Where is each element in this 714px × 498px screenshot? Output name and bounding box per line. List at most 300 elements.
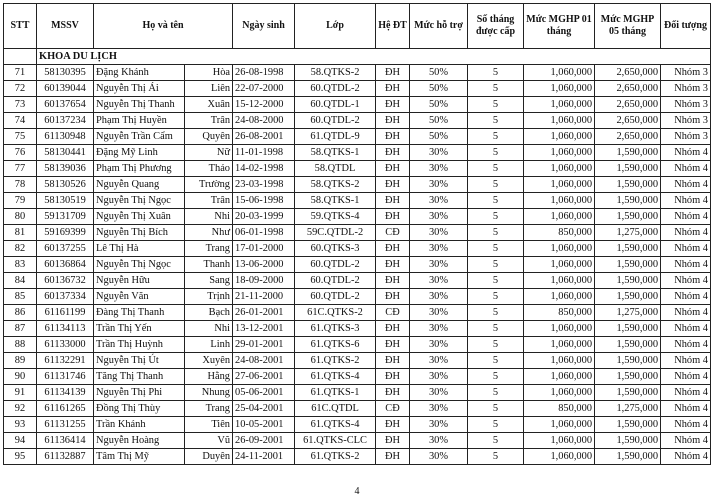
cell-support: 30% bbox=[410, 273, 468, 289]
cell-given: Thanh bbox=[185, 257, 233, 273]
table-row bbox=[4, 209, 711, 225]
cell-fee5: 1,590,000 bbox=[595, 369, 661, 385]
table-row bbox=[4, 129, 711, 145]
cell-support: 30% bbox=[410, 321, 468, 337]
cell-stt: 86 bbox=[4, 305, 37, 321]
cell-given: Quyên bbox=[185, 129, 233, 145]
header-group: Đối tượng bbox=[661, 4, 711, 49]
header-months: Số tháng được cấp bbox=[468, 4, 524, 49]
cell-mssv: 59131709 bbox=[37, 209, 94, 225]
cell-class: 61C.QTDL bbox=[295, 401, 376, 417]
cell-stt: 76 bbox=[4, 145, 37, 161]
cell-fee1: 1,060,000 bbox=[524, 369, 595, 385]
student-fee-table bbox=[3, 3, 711, 465]
cell-fee1: 1,060,000 bbox=[524, 97, 595, 113]
table-row bbox=[4, 177, 711, 193]
cell-class: 58.QTDL bbox=[295, 161, 376, 177]
cell-months: 5 bbox=[468, 161, 524, 177]
cell-stt: 74 bbox=[4, 113, 37, 129]
cell-fee1: 1,060,000 bbox=[524, 433, 595, 449]
table-row bbox=[4, 305, 711, 321]
cell-group: Nhóm 4 bbox=[661, 433, 711, 449]
cell-months: 5 bbox=[468, 401, 524, 417]
cell-stt: 73 bbox=[4, 97, 37, 113]
header-program: Hệ ĐT bbox=[376, 4, 410, 49]
cell-dob: 24-08-2000 bbox=[233, 113, 295, 129]
cell-surname: Nguyễn Văn bbox=[94, 289, 185, 305]
cell-fee5: 1,590,000 bbox=[595, 433, 661, 449]
cell-group: Nhóm 4 bbox=[661, 145, 711, 161]
cell-fee1: 1,060,000 bbox=[524, 417, 595, 433]
table-row bbox=[4, 273, 711, 289]
cell-mssv: 60139044 bbox=[37, 81, 94, 97]
header-row bbox=[4, 4, 711, 49]
cell-program: ĐH bbox=[376, 145, 410, 161]
cell-mssv: 61131746 bbox=[37, 369, 94, 385]
cell-group: Nhóm 3 bbox=[661, 97, 711, 113]
cell-dob: 20-03-1999 bbox=[233, 209, 295, 225]
cell-class: 61.QTKS-1 bbox=[295, 385, 376, 401]
cell-group: Nhóm 4 bbox=[661, 321, 711, 337]
cell-months: 5 bbox=[468, 353, 524, 369]
cell-surname: Nguyễn Hữu bbox=[94, 273, 185, 289]
cell-class: 60.QTDL-2 bbox=[295, 257, 376, 273]
cell-stt: 75 bbox=[4, 129, 37, 145]
cell-stt: 88 bbox=[4, 337, 37, 353]
cell-surname: Đàng Thị Thanh bbox=[94, 305, 185, 321]
cell-program: ĐH bbox=[376, 257, 410, 273]
cell-group: Nhóm 4 bbox=[661, 225, 711, 241]
cell-surname: Đặng Khánh bbox=[94, 65, 185, 81]
cell-surname: Đồng Thị Thùy bbox=[94, 401, 185, 417]
cell-group: Nhóm 4 bbox=[661, 241, 711, 257]
cell-given: Như bbox=[185, 225, 233, 241]
cell-group: Nhóm 4 bbox=[661, 257, 711, 273]
cell-surname: Tâm Thị Mỹ bbox=[94, 449, 185, 465]
cell-dob: 17-01-2000 bbox=[233, 241, 295, 257]
cell-months: 5 bbox=[468, 113, 524, 129]
cell-program: ĐH bbox=[376, 193, 410, 209]
cell-surname: Phạm Thị Phương bbox=[94, 161, 185, 177]
cell-dob: 22-07-2000 bbox=[233, 81, 295, 97]
cell-fee5: 1,275,000 bbox=[595, 305, 661, 321]
cell-group: Nhóm 4 bbox=[661, 337, 711, 353]
cell-months: 5 bbox=[468, 433, 524, 449]
cell-fee1: 1,060,000 bbox=[524, 321, 595, 337]
cell-surname: Đặng Mỹ Linh bbox=[94, 145, 185, 161]
cell-support: 30% bbox=[410, 449, 468, 465]
cell-support: 30% bbox=[410, 401, 468, 417]
cell-stt: 83 bbox=[4, 257, 37, 273]
cell-class: 60.QTKS-3 bbox=[295, 241, 376, 257]
cell-class: 61.QTKS-4 bbox=[295, 417, 376, 433]
cell-class: 60.QTDL-2 bbox=[295, 81, 376, 97]
table-row bbox=[4, 257, 711, 273]
cell-group: Nhóm 4 bbox=[661, 369, 711, 385]
cell-stt: 78 bbox=[4, 177, 37, 193]
cell-fee5: 1,590,000 bbox=[595, 385, 661, 401]
cell-mssv: 61131255 bbox=[37, 417, 94, 433]
cell-program: ĐH bbox=[376, 177, 410, 193]
header-mssv: MSSV bbox=[37, 4, 94, 49]
cell-fee1: 1,060,000 bbox=[524, 145, 595, 161]
cell-support: 30% bbox=[410, 177, 468, 193]
cell-dob: 24-11-2001 bbox=[233, 449, 295, 465]
cell-group: Nhóm 4 bbox=[661, 209, 711, 225]
cell-stt: 80 bbox=[4, 209, 37, 225]
cell-surname: Nguyễn Thị Xuân bbox=[94, 209, 185, 225]
cell-support: 50% bbox=[410, 81, 468, 97]
cell-class: 59.QTKS-4 bbox=[295, 209, 376, 225]
cell-dob: 25-04-2001 bbox=[233, 401, 295, 417]
cell-fee1: 1,060,000 bbox=[524, 449, 595, 465]
cell-given: Vũ bbox=[185, 433, 233, 449]
cell-surname: Nguyễn Hoàng bbox=[94, 433, 185, 449]
cell-given: Hằng bbox=[185, 369, 233, 385]
table-row bbox=[4, 225, 711, 241]
cell-surname: Nguyễn Thị Thanh bbox=[94, 97, 185, 113]
cell-group: Nhóm 4 bbox=[661, 289, 711, 305]
table-row bbox=[4, 193, 711, 209]
cell-mssv: 60137234 bbox=[37, 113, 94, 129]
cell-dob: 23-03-1998 bbox=[233, 177, 295, 193]
cell-mssv: 61134139 bbox=[37, 385, 94, 401]
cell-months: 5 bbox=[468, 305, 524, 321]
cell-mssv: 60137255 bbox=[37, 241, 94, 257]
cell-mssv: 61132291 bbox=[37, 353, 94, 369]
cell-fee1: 1,060,000 bbox=[524, 65, 595, 81]
cell-program: ĐH bbox=[376, 81, 410, 97]
cell-mssv: 61161199 bbox=[37, 305, 94, 321]
section-spacer bbox=[4, 49, 37, 65]
cell-support: 30% bbox=[410, 225, 468, 241]
cell-class: 60.QTDL-2 bbox=[295, 113, 376, 129]
cell-months: 5 bbox=[468, 193, 524, 209]
header-dob: Ngày sinh bbox=[233, 4, 295, 49]
cell-dob: 14-02-1998 bbox=[233, 161, 295, 177]
cell-months: 5 bbox=[468, 177, 524, 193]
cell-surname: Nguyễn Thị Ái bbox=[94, 81, 185, 97]
cell-support: 30% bbox=[410, 289, 468, 305]
cell-support: 30% bbox=[410, 337, 468, 353]
cell-fee1: 1,060,000 bbox=[524, 81, 595, 97]
cell-support: 30% bbox=[410, 241, 468, 257]
cell-stt: 91 bbox=[4, 385, 37, 401]
cell-group: Nhóm 4 bbox=[661, 353, 711, 369]
cell-class: 61.QTDL-9 bbox=[295, 129, 376, 145]
table-row bbox=[4, 321, 711, 337]
cell-surname: Nguyễn Thị Phi bbox=[94, 385, 185, 401]
cell-dob: 13-06-2000 bbox=[233, 257, 295, 273]
cell-stt: 81 bbox=[4, 225, 37, 241]
header-name: Họ và tên bbox=[94, 4, 233, 49]
cell-class: 58.QTKS-1 bbox=[295, 193, 376, 209]
table-row bbox=[4, 449, 711, 465]
cell-fee5: 1,590,000 bbox=[595, 321, 661, 337]
cell-dob: 15-06-1998 bbox=[233, 193, 295, 209]
cell-months: 5 bbox=[468, 289, 524, 305]
cell-support: 50% bbox=[410, 113, 468, 129]
cell-program: ĐH bbox=[376, 417, 410, 433]
cell-program: ĐH bbox=[376, 385, 410, 401]
cell-mssv: 60136864 bbox=[37, 257, 94, 273]
cell-stt: 93 bbox=[4, 417, 37, 433]
cell-given: Trân bbox=[185, 113, 233, 129]
cell-dob: 26-08-2001 bbox=[233, 129, 295, 145]
table-row bbox=[4, 369, 711, 385]
cell-class: 58.QTKS-2 bbox=[295, 177, 376, 193]
cell-program: ĐH bbox=[376, 65, 410, 81]
cell-group: Nhóm 4 bbox=[661, 305, 711, 321]
cell-surname: Nguyễn Thị Bích bbox=[94, 225, 185, 241]
cell-fee5: 1,590,000 bbox=[595, 337, 661, 353]
cell-mssv: 58130441 bbox=[37, 145, 94, 161]
cell-fee1: 850,000 bbox=[524, 401, 595, 417]
cell-months: 5 bbox=[468, 65, 524, 81]
cell-mssv: 58130519 bbox=[37, 193, 94, 209]
cell-support: 30% bbox=[410, 369, 468, 385]
cell-fee1: 850,000 bbox=[524, 225, 595, 241]
cell-fee1: 1,060,000 bbox=[524, 241, 595, 257]
cell-fee1: 1,060,000 bbox=[524, 385, 595, 401]
cell-given: Sang bbox=[185, 273, 233, 289]
cell-given: Trân bbox=[185, 193, 233, 209]
cell-support: 30% bbox=[410, 193, 468, 209]
table-row bbox=[4, 353, 711, 369]
cell-group: Nhóm 4 bbox=[661, 161, 711, 177]
cell-fee5: 1,590,000 bbox=[595, 449, 661, 465]
cell-dob: 15-12-2000 bbox=[233, 97, 295, 113]
cell-fee1: 1,060,000 bbox=[524, 337, 595, 353]
cell-fee5: 2,650,000 bbox=[595, 129, 661, 145]
cell-program: CĐ bbox=[376, 225, 410, 241]
cell-given: Duyên bbox=[185, 449, 233, 465]
cell-fee5: 2,650,000 bbox=[595, 113, 661, 129]
cell-fee5: 1,590,000 bbox=[595, 353, 661, 369]
cell-program: ĐH bbox=[376, 273, 410, 289]
cell-surname: Phạm Thị Huyền bbox=[94, 113, 185, 129]
cell-dob: 26-08-1998 bbox=[233, 65, 295, 81]
cell-fee5: 2,650,000 bbox=[595, 81, 661, 97]
cell-stt: 72 bbox=[4, 81, 37, 97]
cell-months: 5 bbox=[468, 241, 524, 257]
cell-mssv: 58130395 bbox=[37, 65, 94, 81]
table-row bbox=[4, 337, 711, 353]
cell-support: 30% bbox=[410, 257, 468, 273]
cell-program: ĐH bbox=[376, 289, 410, 305]
cell-fee5: 2,650,000 bbox=[595, 97, 661, 113]
cell-given: Tiên bbox=[185, 417, 233, 433]
table-row bbox=[4, 417, 711, 433]
cell-class: 60.QTDL-2 bbox=[295, 273, 376, 289]
cell-months: 5 bbox=[468, 337, 524, 353]
cell-dob: 18-09-2000 bbox=[233, 273, 295, 289]
cell-given: Xuyên bbox=[185, 353, 233, 369]
cell-mssv: 61132887 bbox=[37, 449, 94, 465]
cell-surname: Trần Khánh bbox=[94, 417, 185, 433]
cell-fee1: 1,060,000 bbox=[524, 289, 595, 305]
cell-stt: 79 bbox=[4, 193, 37, 209]
cell-support: 30% bbox=[410, 417, 468, 433]
cell-fee1: 1,060,000 bbox=[524, 209, 595, 225]
cell-fee1: 850,000 bbox=[524, 305, 595, 321]
cell-fee5: 1,590,000 bbox=[595, 177, 661, 193]
cell-mssv: 61136414 bbox=[37, 433, 94, 449]
cell-dob: 26-09-2001 bbox=[233, 433, 295, 449]
cell-months: 5 bbox=[468, 145, 524, 161]
header-stt: STT bbox=[4, 4, 37, 49]
cell-mssv: 61133000 bbox=[37, 337, 94, 353]
cell-support: 30% bbox=[410, 305, 468, 321]
cell-surname: Trần Thị Huỳnh bbox=[94, 337, 185, 353]
cell-given: Trường bbox=[185, 177, 233, 193]
cell-dob: 10-05-2001 bbox=[233, 417, 295, 433]
cell-group: Nhóm 4 bbox=[661, 385, 711, 401]
table-row bbox=[4, 97, 711, 113]
cell-program: ĐH bbox=[376, 449, 410, 465]
cell-surname: Nguyễn Quang bbox=[94, 177, 185, 193]
cell-group: Nhóm 4 bbox=[661, 401, 711, 417]
cell-support: 30% bbox=[410, 353, 468, 369]
cell-fee5: 1,590,000 bbox=[595, 161, 661, 177]
cell-class: 60.QTDL-1 bbox=[295, 97, 376, 113]
cell-program: ĐH bbox=[376, 161, 410, 177]
cell-months: 5 bbox=[468, 417, 524, 433]
cell-class: 59C.QTDL-2 bbox=[295, 225, 376, 241]
cell-given: Linh bbox=[185, 337, 233, 353]
cell-class: 61.QTKS-4 bbox=[295, 369, 376, 385]
cell-given: Nhi bbox=[185, 209, 233, 225]
cell-program: ĐH bbox=[376, 129, 410, 145]
cell-stt: 95 bbox=[4, 449, 37, 465]
cell-support: 30% bbox=[410, 209, 468, 225]
cell-class: 61.QTKS-6 bbox=[295, 337, 376, 353]
cell-given: Nhi bbox=[185, 321, 233, 337]
table-row bbox=[4, 145, 711, 161]
cell-stt: 84 bbox=[4, 273, 37, 289]
cell-stt: 90 bbox=[4, 369, 37, 385]
cell-program: ĐH bbox=[376, 321, 410, 337]
table-row bbox=[4, 385, 711, 401]
cell-months: 5 bbox=[468, 257, 524, 273]
cell-given: Trịnh bbox=[185, 289, 233, 305]
cell-fee5: 1,275,000 bbox=[595, 225, 661, 241]
cell-stt: 89 bbox=[4, 353, 37, 369]
cell-fee5: 2,650,000 bbox=[595, 65, 661, 81]
cell-stt: 94 bbox=[4, 433, 37, 449]
cell-dob: 05-06-2001 bbox=[233, 385, 295, 401]
cell-fee1: 1,060,000 bbox=[524, 161, 595, 177]
cell-mssv: 61130948 bbox=[37, 129, 94, 145]
cell-class: 61.QTKS-3 bbox=[295, 321, 376, 337]
cell-group: Nhóm 3 bbox=[661, 113, 711, 129]
cell-dob: 13-12-2001 bbox=[233, 321, 295, 337]
cell-fee1: 1,060,000 bbox=[524, 177, 595, 193]
cell-program: CĐ bbox=[376, 401, 410, 417]
cell-mssv: 60137654 bbox=[37, 97, 94, 113]
cell-group: Nhóm 3 bbox=[661, 129, 711, 145]
table-row bbox=[4, 289, 711, 305]
cell-fee5: 1,590,000 bbox=[595, 241, 661, 257]
cell-stt: 71 bbox=[4, 65, 37, 81]
cell-class: 61.QTKS-2 bbox=[295, 449, 376, 465]
cell-stt: 77 bbox=[4, 161, 37, 177]
cell-program: ĐH bbox=[376, 97, 410, 113]
section-row bbox=[4, 49, 711, 65]
cell-program: ĐH bbox=[376, 369, 410, 385]
cell-dob: 11-01-1998 bbox=[233, 145, 295, 161]
cell-surname: Lê Thị Hà bbox=[94, 241, 185, 257]
cell-stt: 85 bbox=[4, 289, 37, 305]
cell-fee1: 1,060,000 bbox=[524, 353, 595, 369]
cell-surname: Nguyễn Trần Cẩm bbox=[94, 129, 185, 145]
cell-mssv: 58139036 bbox=[37, 161, 94, 177]
cell-support: 50% bbox=[410, 129, 468, 145]
cell-program: ĐH bbox=[376, 241, 410, 257]
header-fee1: Mức MGHP 01 tháng bbox=[524, 4, 595, 49]
cell-dob: 27-06-2001 bbox=[233, 369, 295, 385]
cell-months: 5 bbox=[468, 385, 524, 401]
cell-months: 5 bbox=[468, 209, 524, 225]
cell-group: Nhóm 3 bbox=[661, 81, 711, 97]
cell-fee5: 1,590,000 bbox=[595, 145, 661, 161]
cell-given: Liên bbox=[185, 81, 233, 97]
cell-given: Thảo bbox=[185, 161, 233, 177]
cell-months: 5 bbox=[468, 369, 524, 385]
cell-mssv: 59169399 bbox=[37, 225, 94, 241]
cell-surname: Nguyễn Thị Út bbox=[94, 353, 185, 369]
cell-months: 5 bbox=[468, 449, 524, 465]
cell-stt: 92 bbox=[4, 401, 37, 417]
header-support: Mức hỗ trợ bbox=[410, 4, 468, 49]
cell-mssv: 61161265 bbox=[37, 401, 94, 417]
cell-given: Nhung bbox=[185, 385, 233, 401]
cell-given: Bạch bbox=[185, 305, 233, 321]
cell-months: 5 bbox=[468, 97, 524, 113]
cell-class: 61.QTKS-CLC bbox=[295, 433, 376, 449]
cell-program: ĐH bbox=[376, 337, 410, 353]
cell-fee5: 1,590,000 bbox=[595, 193, 661, 209]
cell-stt: 82 bbox=[4, 241, 37, 257]
cell-months: 5 bbox=[468, 225, 524, 241]
cell-given: Xuân bbox=[185, 97, 233, 113]
cell-program: ĐH bbox=[376, 353, 410, 369]
table-row bbox=[4, 433, 711, 449]
cell-mssv: 60136732 bbox=[37, 273, 94, 289]
cell-stt: 87 bbox=[4, 321, 37, 337]
page-number: 4 bbox=[354, 486, 360, 497]
cell-dob: 26-01-2001 bbox=[233, 305, 295, 321]
cell-group: Nhóm 4 bbox=[661, 417, 711, 433]
cell-surname: Nguyễn Thị Ngọc bbox=[94, 193, 185, 209]
cell-support: 30% bbox=[410, 145, 468, 161]
cell-group: Nhóm 4 bbox=[661, 177, 711, 193]
cell-class: 58.QTKS-2 bbox=[295, 65, 376, 81]
cell-fee5: 1,590,000 bbox=[595, 289, 661, 305]
cell-support: 30% bbox=[410, 433, 468, 449]
cell-given: Hòa bbox=[185, 65, 233, 81]
cell-dob: 21-11-2000 bbox=[233, 289, 295, 305]
cell-dob: 29-01-2001 bbox=[233, 337, 295, 353]
cell-group: Nhóm 4 bbox=[661, 449, 711, 465]
cell-dob: 06-01-1998 bbox=[233, 225, 295, 241]
cell-surname: Trần Thị Yến bbox=[94, 321, 185, 337]
table-row bbox=[4, 241, 711, 257]
cell-given: Nữ bbox=[185, 145, 233, 161]
cell-fee1: 1,060,000 bbox=[524, 129, 595, 145]
cell-program: ĐH bbox=[376, 113, 410, 129]
cell-months: 5 bbox=[468, 129, 524, 145]
